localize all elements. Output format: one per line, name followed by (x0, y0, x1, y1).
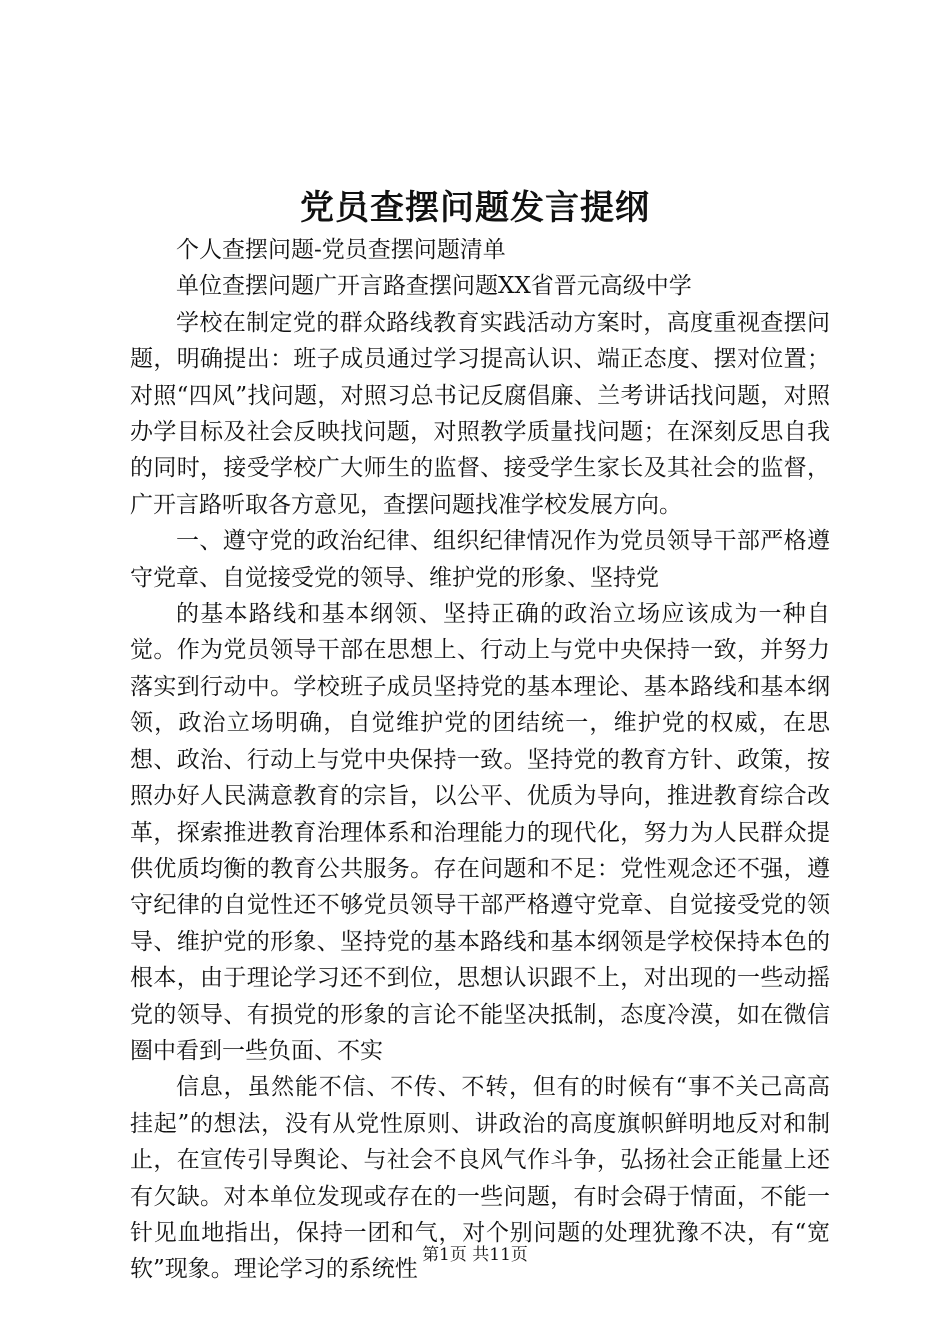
paragraph-section-body: 的基本路线和基本纲领、坚持正确的政治立场应该成为一种自觉。作为党员领导干部在思想上、行动上与党中央保持一致，并努力落实到行动中。学校班子成员坚持党的基本理论、基本路线和基本纲领，政治立场明确，自觉维护党的团结统一，维护党的权威，在思想、政治、行动上与党中央保持一致。坚持党的教育方针、政策，按照办好人民满意教育的宗旨，以公平、优质为导向，推进教育综合改革，探索推进教育治理体系和治理能力的现代化，努力为人民群众提供优质均衡的教育公共服务。存在问题和不足：党性观念还不强，遵守纪律的自觉性还不够党员领导干部严格遵守党章、自觉接受党的领导、维护党的形象、坚持党的基本路线和基本纲领是学校保持本色的根本，由于理论学习还不到位，思想认识跟不上，对出现的一些动摇党的领导、有损党的形象的言论不能坚决抵制，态度冷漠，如在微信圈中看到一些负面、不实 (130, 601, 830, 1064)
paragraph-intro: 学校在制定党的群众路线教育实践活动方案时，高度重视查摆问题，明确提出：班子成员通过学习提高认识、端正态度、摆对位置；对照“四风”找问题，对照习总书记反腐倡廉、兰考讲话找问题，对照办学目标及社会反映找问题，对照教学质量找问题；在深刻反思自我的同时，接受学校广大师生的监督、接受学生家长及其社会的监督，广开言路听取各方意见，查摆问题找准学校发展方向。 (130, 309, 830, 518)
paragraph-subtitle-2: 单位查摆问题广开言路查摆问题XX省晋元高级中学 (176, 273, 692, 300)
paragraph-subtitle-1: 个人查摆问题-党员查摆问题清单 (176, 237, 506, 263)
page-footer: 第1页 共11页 (422, 1245, 528, 1265)
paragraph-continuation: 信息，虽然能不信、不传、不转，但有的时候有“事不关己高高挂起”的想法，没有从党性原则、讲政治的高度旗帜鲜明地反对和制止，在宣传引导舆论、与社会不良风气作斗争，弘扬社会正能量上还有欠缺。对本单位发现或存在的一些问题，有时会碍于情面，不能一针见血地指出，保持一团和气，对个别问题的处理犹豫不决，有“宽软”现象。理论学习的系统性 (130, 1074, 830, 1283)
document-title: 党员查摆问题发言提纲 (300, 188, 650, 228)
paragraph-section-heading: 一、遵守党的政治纪律、组织纪律情况作为党员领导干部严格遵守党章、自觉接受党的领导、维护党的形象、坚持党 (130, 528, 830, 591)
document-body (130, 232, 830, 1288)
